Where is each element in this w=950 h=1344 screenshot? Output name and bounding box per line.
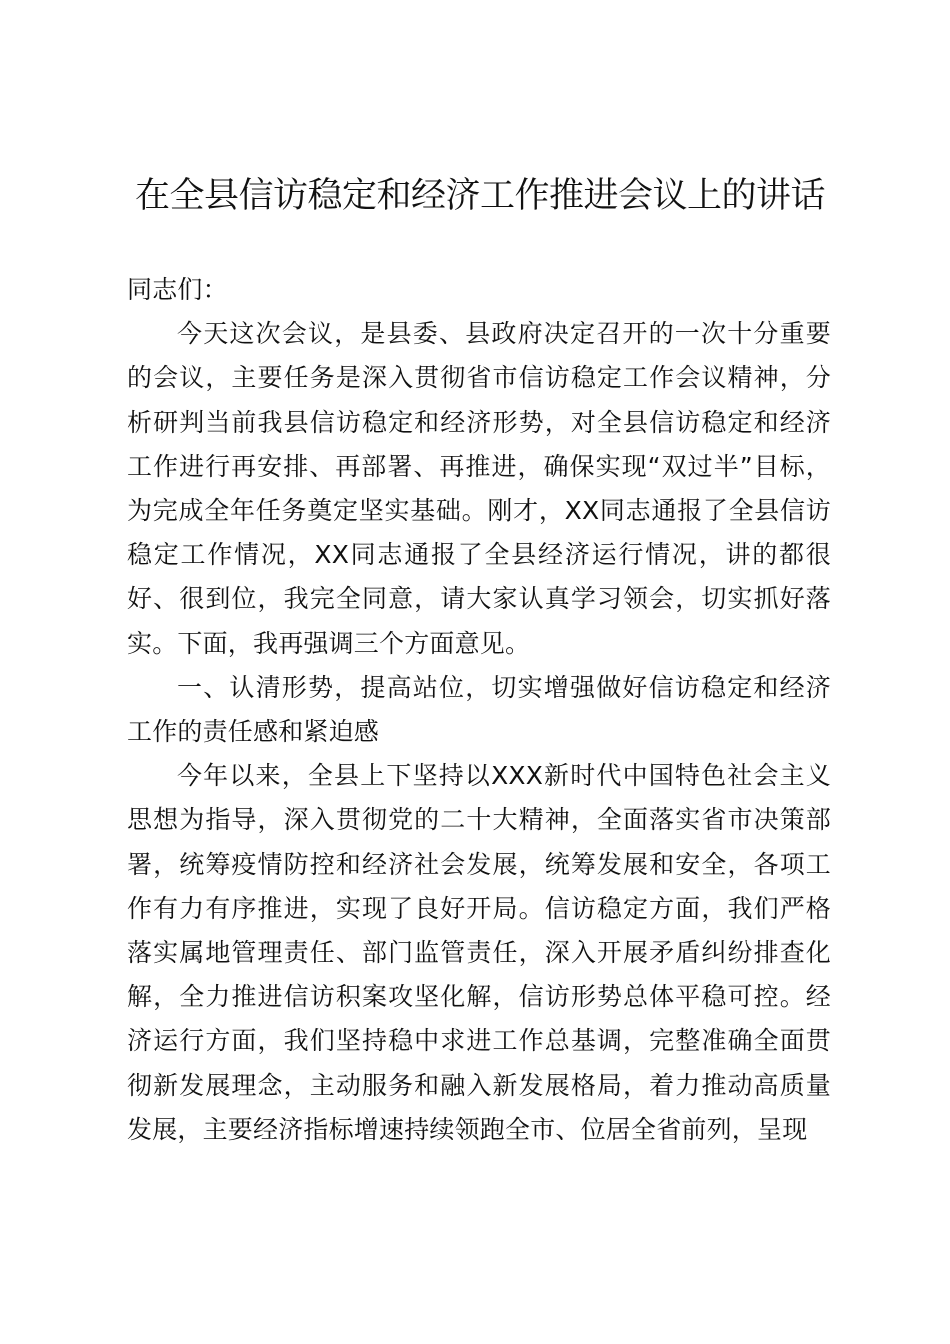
paragraph-situation: 今年以来，全县上下坚持以XXX新时代中国特色社会主义思想为指导，深入贯彻党的二十大精神，全面落实省市决策部署，统筹疫情防控和经济社会发展，统筹发展和安全，各项工作有力有序推进，实现了良好开局。信访稳定方面，我们严格落实属地管理责任、部门监管责任，深入开展矛盾纠纷排查化解，全力推进信访积案攻坚化解，信访形势总体平稳可控。经济运行方面，我们坚持稳中求进工作总基调，完整准确全面贯彻新发展理念，主动服务和融入新发展格局，着力推动高质量发展，主要经济指标增速持续领跑全市、位居全省前列，呈现: [127, 761, 831, 1144]
salutation: 同志们：: [127, 275, 228, 304]
document-body: [127, 268, 831, 1152]
document-title: 在全县信访稳定和经济工作推进会议上的讲话: [134, 176, 825, 216]
paragraph-opening: 今天这次会议，是县委、县政府决定召开的一次十分重要的会议，主要任务是深入贯彻省市信访稳定工作会议精神，分析研判当前我县信访稳定和经济形势，对全县信访稳定和经济工作进行再安排、再部署、再推进，确保实现“双过半”目标，为完成全年任务奠定坚实基础。刚才，XX同志通报了全县信访稳定工作情况，XX同志通报了全县经济运行情况，讲的都很好、很到位，我完全同意，请大家认真学习领会，切实抓好落实。下面，我再强调三个方面意见。: [127, 319, 831, 658]
section-heading-1: 一、认清形势，提高站位，切实增强做好信访稳定和经济工作的责任感和紧迫感: [127, 672, 831, 747]
